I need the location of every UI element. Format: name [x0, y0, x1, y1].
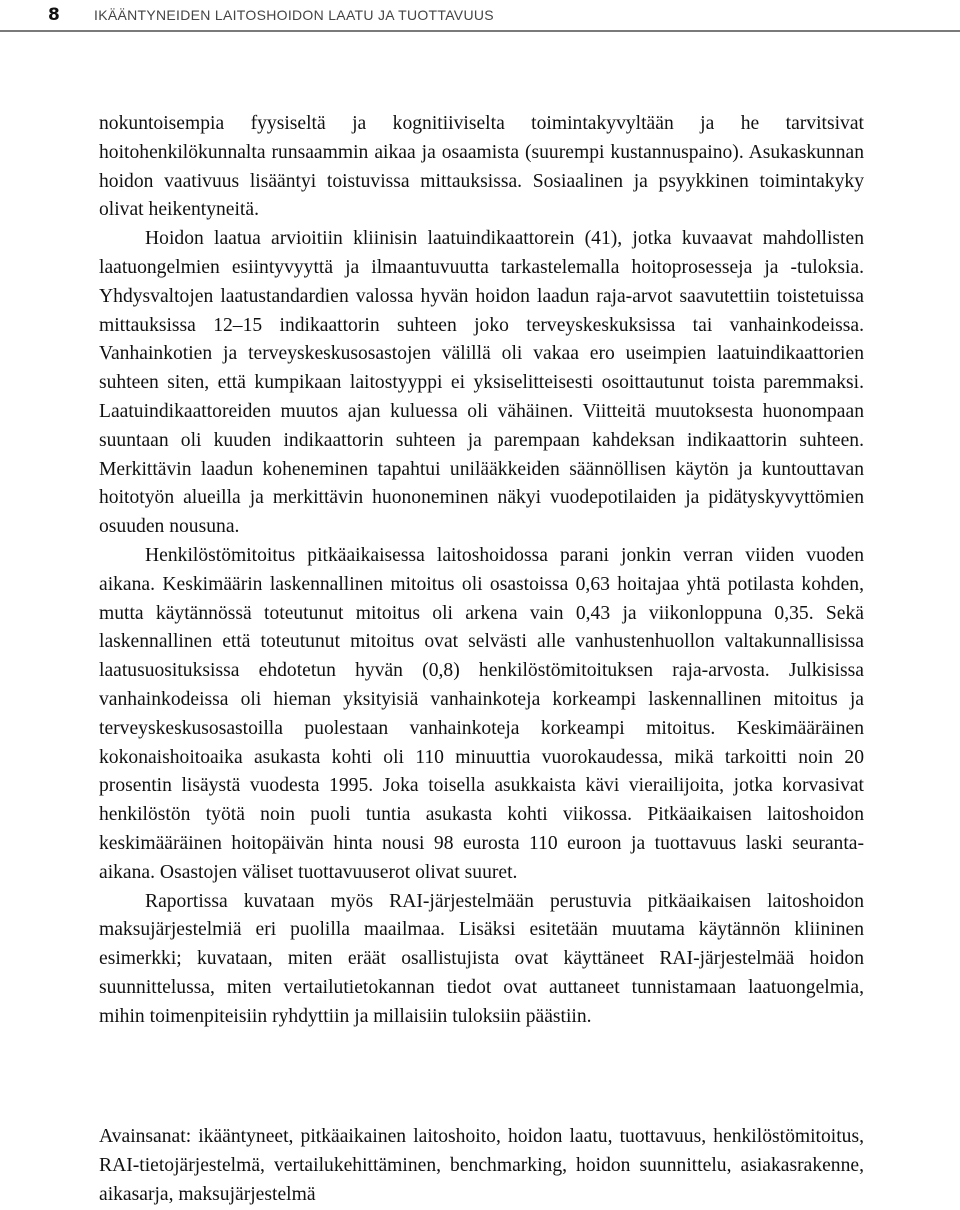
page-header [0, 0, 960, 32]
paragraph-staffing: Henkilöstömitoitus pitkäaikaisessa laitoshoidossa parani jonkin verran viiden vuoden aikana. Keskimäärin laskennallinen mitoitus oli osastoissa 0,63 hoitajaa yhtä potilasta kohden, mutta käytännössä toteutunut mitoitus oli arkena vain 0,43 ja viikonloppuna 0,35. Sekä laskennallinen että toteutunut mitoitus ovat selvästi alle vanhustenhuollon valtakunnallisissa laatusuosituksissa ehdotetun hyvän (0,8) henkilöstömitoituksen raja-arvosta. Julkisissa vanhainkodeissa oli hieman yksityisiä vanhainkoteja korkeampi laskennallinen mitoitus ja terveyskeskusosastoilla puolestaan vanhainkoteja korkeampi mitoitus. Keskimääräinen kokonaishoitoaika asukasta kohti oli 110 minuuttia vuorokaudessa, mikä tarkoitti noin 20 prosentin lisäystä vuodesta 1995. Joka toisella asukkaista kävi vierailijoita, jotka korvasivat henkilöstön työtä noin puoli tuntia asukasta kohti viikossa. Pitkäaikaisen laitoshoidon keskimääräinen hoitopäivän hinta nousi 98 eurosta 110 euroon ja tuottavuus laski seuranta-aikana. Osastojen väliset tuottavuuserot olivat suuret. [99, 544, 864, 883]
paragraph-continuation: nokuntoisempia fyysiseltä ja kognitiiviselta toimintakyvyltään ja he tarvitsivat hoitohenkilökunnalta runsaammin aikaa ja osaamista (suurempi kustannuspaino). Asukaskunnan hoidon vaativuus lisääntyi toistuvissa mittauksissa. Sosiaalinen ja psyykkinen toimintakyky olivat heikentyneitä. [99, 113, 864, 221]
keywords: Avainsanat: ikääntyneet, pitkäaikainen laitoshoito, hoidon laatu, tuottavuus, henkilöstömitoitus, RAI-tietojärjestelmä, vertailukehittäminen, benchmarking, hoidon suunnittelu, asiakasrakenne, aikasarja, maksujärjestelmä [99, 1126, 864, 1205]
running-title: IKÄÄNTYNEIDEN LAITOSHOIDON LAATU JA TUOTTAVUUS [94, 7, 494, 23]
paragraph-payment-systems: Raportissa kuvataan myös RAI-järjestelmään perustuvia pitkäaikaisen laitoshoidon maksujärjestelmiä eri puolilla maailmaa. Lisäksi esitetään muutama käytännön kliininen esimerkki; kuvataan, miten eräät osallistujista ovat käyttäneet RAI-järjestelmää hoidon suunnittelussa, miten vertailutietokannan tiedot ovat auttaneet tunnistamaan laatuongelmia, mihin toimenpiteisiin ryhdyttiin ja millaisiin tuloksiin päästiin. [99, 890, 864, 1027]
body-text [99, 110, 864, 1032]
paragraph-quality-indicators: Hoidon laatua arvioitiin kliinisin laatuindikaattorein (41), jotka kuvaavat mahdollisten laatuongelmien esiintyvyyttä ja ilmaantuvuutta tarkastelemalla hoitoprosesseja ja -tuloksia. Yhdysvaltojen laatustandardien valossa hyvän hoidon laadun raja-arvot saavutettiin toistetuissa mittauksissa 12–15 indikaattorin suhteen joko terveyskeskuksissa tai vanhainkodeissa. Vanhainkotien ja terveyskeskusosastojen välillä oli vakaa ero useimpien laatuindikaattorien suhteen siten, että kumpikaan laitostyyppi ei yksiselitteisesti osoittautunut toista paremmaksi. Laatuindikaattoreiden muutos ajan kuluessa oli vähäinen. Viitteitä muutoksesta huonompaan suuntaan oli kuuden indikaattorin suhteen ja parempaan kahdeksan indikaattorin suhteen. Merkittävin laadun koheneminen tapahtui unilääkkeiden säännöllisen käytön ja kuntouttavan hoitotyön alueilla ja merkittävin huononeminen näkyi vuodepotilaiden ja pidätyskyvyttömien osuuden nousuna. [99, 228, 864, 538]
page-number: 8 [48, 5, 60, 25]
